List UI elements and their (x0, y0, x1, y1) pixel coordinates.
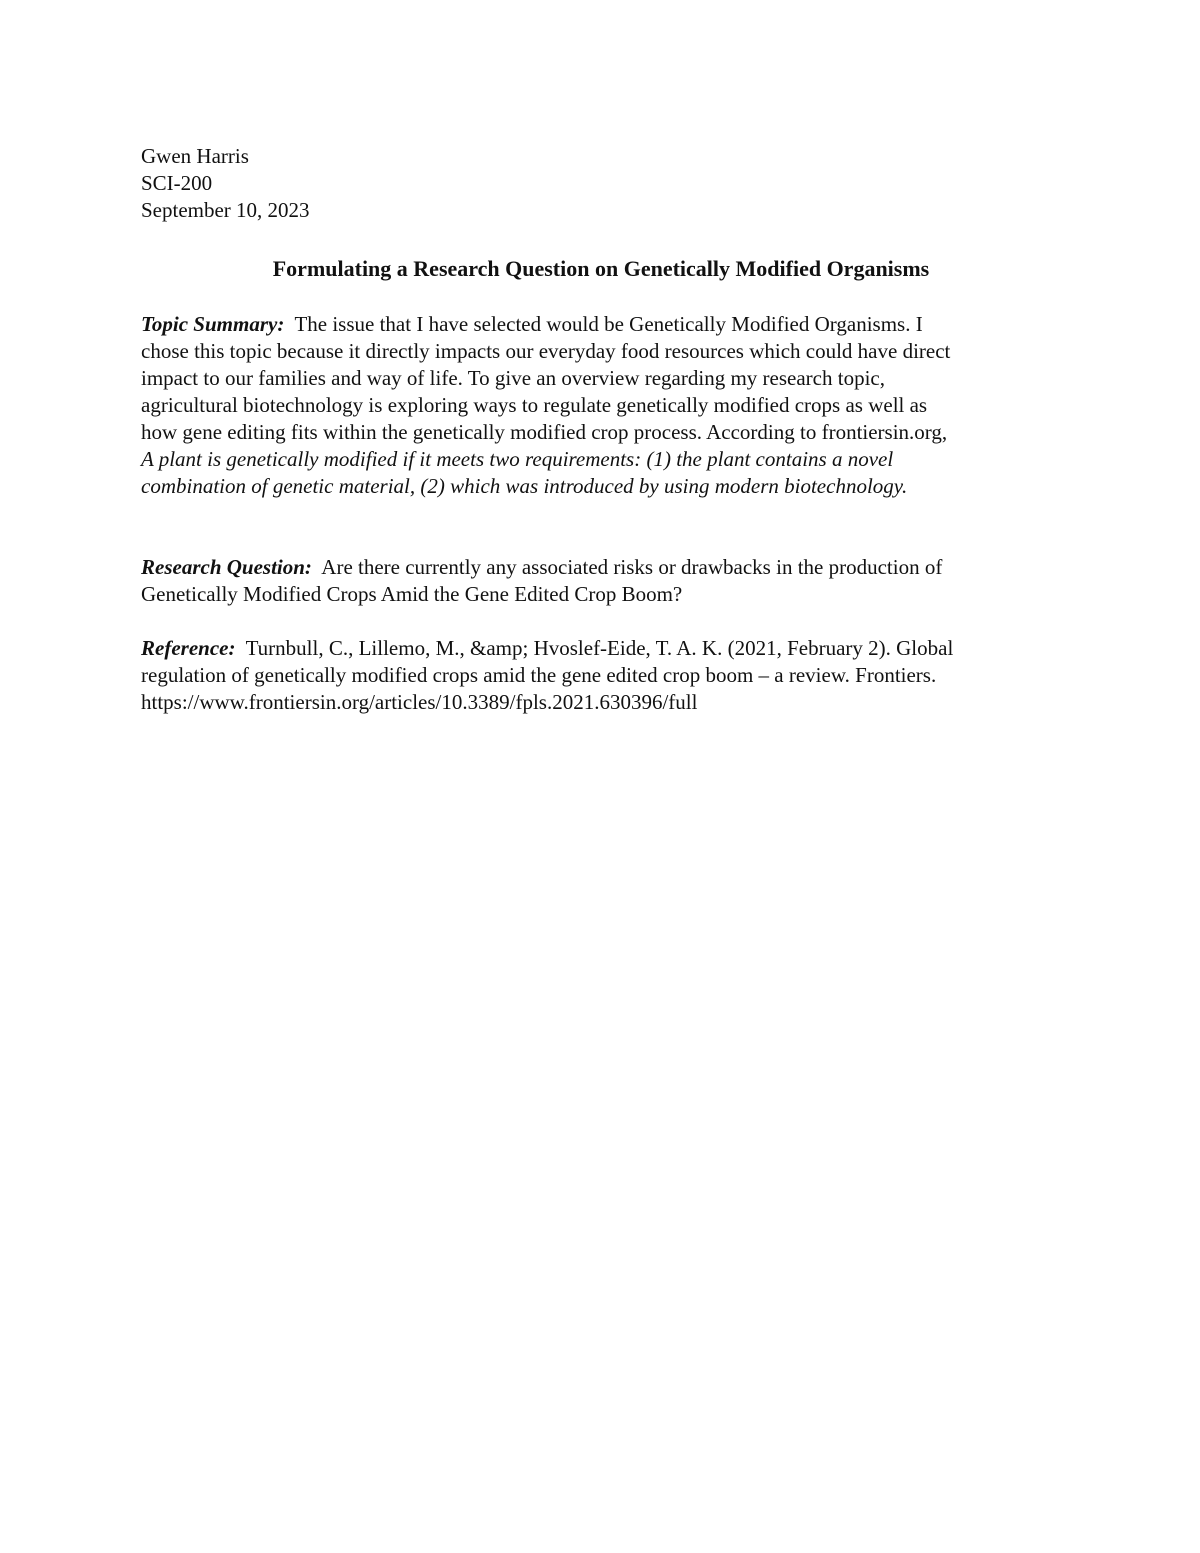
quote-line-1: A plant is genetically modified if it meets two requirements: (1) the plant contains a novel (141, 447, 894, 471)
research-question-line-1 (141, 554, 1061, 581)
document-title: Formulating a Research Question on Genetically Modified Organisms (272, 256, 930, 281)
topic-summary-line-2: chose this topic because it directly impacts our everyday food resources which could have direct (141, 339, 951, 363)
reference-line-2: regulation of genetically modified crops amid the gene edited crop boom – a review. Frontiers. (141, 663, 937, 687)
topic-summary-line-5: how gene editing fits within the genetically modified crop process. According to frontiersin.org, (141, 420, 948, 444)
course-code: SCI-200 (141, 171, 213, 195)
research-question-label: Research Question: (141, 555, 312, 579)
quote-line-2: combination of genetic material, (2) which was introduced by using modern biotechnology. (141, 474, 908, 498)
reference-text: Turnbull, C., Lillemo, M., &amp; Hvoslef-Eide, T. A. K. (2021, February 2). Global (245, 636, 954, 660)
topic-summary-label: Topic Summary: (141, 312, 285, 336)
reference-label: Reference: (141, 636, 236, 660)
topic-summary-line-1 (141, 311, 1061, 338)
topic-summary-line-3: impact to our families and way of life. To give an overview regarding my research topic, (141, 366, 885, 390)
reference-line-1 (141, 635, 1061, 662)
header-block (141, 143, 1061, 224)
research-question-line-2: Genetically Modified Crops Amid the Gene Edited Crop Boom? (141, 582, 683, 606)
research-question-text: Are there currently any associated risks or drawbacks in the production of (321, 555, 943, 579)
topic-summary-section (141, 311, 1061, 500)
topic-summary-line-4: agricultural biotechnology is exploring ways to regulate genetically modified crops as well as (141, 393, 928, 417)
author-name: Gwen Harris (141, 144, 249, 168)
reference-url: https://www.frontiersin.org/articles/10.3389/fpls.2021.630396/full (141, 690, 698, 714)
topic-summary-text: The issue that I have selected would be Genetically Modified Organisms. I (294, 312, 923, 336)
document-body (141, 143, 1061, 716)
document-date: September 10, 2023 (141, 198, 310, 222)
research-question-section (141, 554, 1061, 608)
reference-section (141, 635, 1061, 716)
